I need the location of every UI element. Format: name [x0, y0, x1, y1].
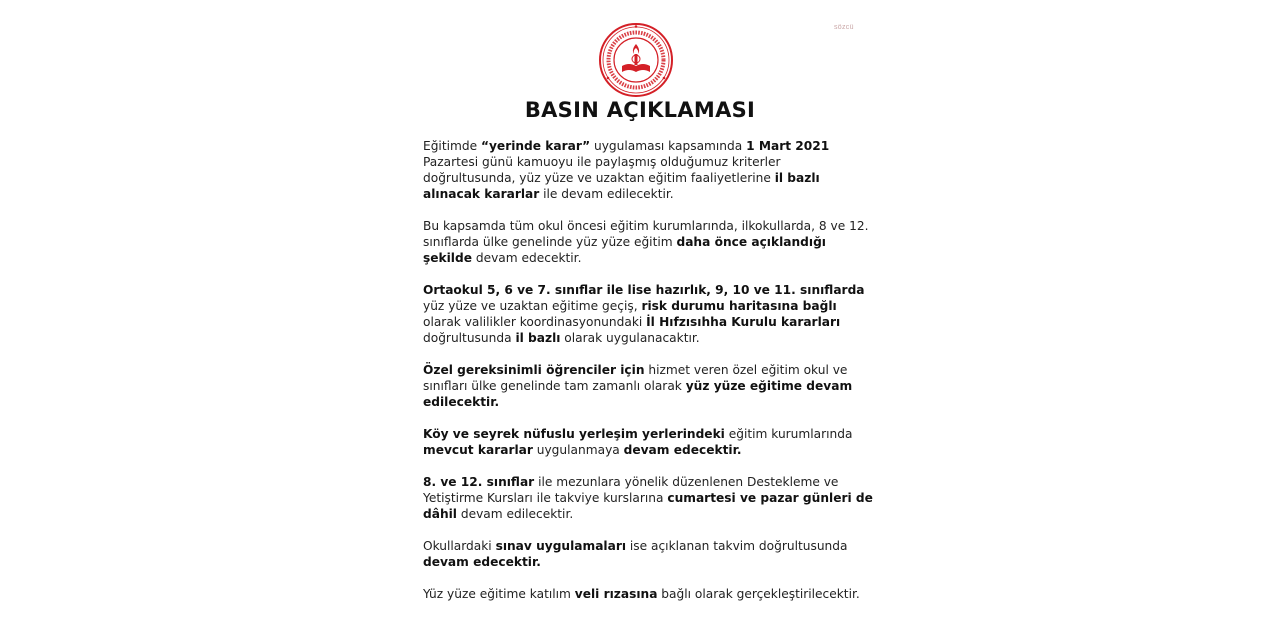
bold-text-run: mevcut kararlar: [423, 443, 533, 457]
bold-text-run: il bazlı alınacak kararlar: [423, 171, 820, 201]
bold-text-run: “yerinde karar”: [480, 139, 591, 153]
bold-text-run: veli rızasına: [574, 587, 658, 601]
bold-text-run: devam edecektir.: [423, 555, 541, 569]
text-run: uygulanmaya: [532, 443, 624, 457]
bold-text-run: Ortaokul 5, 6 ve 7. sınıflar ile lise hazırlık, 9, 10 ve 11. sınıflarda: [423, 283, 865, 297]
document-title: BASIN AÇIKLAMASI: [524, 98, 756, 122]
bold-text-run: Özel gereksinimli öğrenciler için: [423, 363, 645, 377]
bold-text-run: il bazlı: [515, 331, 561, 345]
paragraph: [423, 282, 873, 346]
text-run: Eğitimde: [423, 139, 481, 153]
bold-text-run: risk durumu haritasına bağlı: [641, 299, 837, 313]
ministry-seal-icon: [598, 22, 674, 98]
bold-text-run: yüz yüze eğitime devam edilecektir.: [423, 379, 853, 409]
text-run: olarak valilikler koordinasyonundaki: [423, 315, 647, 329]
text-run: olarak uygulanacaktır.: [560, 331, 700, 345]
text-run: doğrultusunda: [423, 331, 516, 345]
source-watermark: sözcü: [834, 24, 854, 31]
text-run: yüz yüze ve uzaktan eğitime geçiş,: [423, 299, 642, 313]
bold-text-run: Köy ve seyrek nüfuslu yerleşim yerlerindeki: [423, 427, 725, 441]
bold-text-run: 1 Mart 2021: [746, 139, 830, 153]
paragraph: [423, 218, 873, 266]
text-run: devam edilecektir.: [456, 507, 574, 521]
text-run: hizmet veren özel eğitim okul ve sınıfları ülke genelinde tam zamanlı olarak: [423, 363, 848, 393]
text-run: ile devam edilecektir.: [539, 187, 674, 201]
text-run: ise açıklanan takvim doğrultusunda: [626, 539, 848, 553]
bold-text-run: devam edecektir.: [623, 443, 742, 457]
text-run: uygulaması kapsamında: [590, 139, 747, 153]
bold-text-run: daha önce açıklandığı şekilde: [423, 235, 826, 265]
bold-text-run: sınav uygulamaları: [495, 539, 627, 553]
paragraph: [423, 538, 873, 570]
paragraph: [423, 138, 873, 202]
paragraph: [423, 474, 873, 522]
bold-text-run: İl Hıfzısıhha Kurulu kararları: [646, 315, 841, 329]
bold-text-run: 8. ve 12. sınıflar: [423, 475, 535, 489]
paragraph: [423, 586, 873, 602]
text-run: eğitim kurumlarında: [724, 427, 853, 441]
text-run: Bu kapsamda tüm okul öncesi eğitim kurumlarında, ilkokullarda, 8 ve 12. sınıflarda ülke genelinde yüz yüze eğitim: [423, 219, 869, 249]
document-body: [423, 138, 873, 618]
text-run: Okullardaki: [423, 539, 496, 553]
paragraph: [423, 426, 873, 458]
text-run: Yüz yüze eğitime katılım: [423, 587, 575, 601]
paragraph: [423, 362, 873, 410]
text-run: devam edecektir.: [471, 251, 582, 265]
text-run: ile mezunlara yönelik düzenlenen Destekleme ve Yetiştirme Kursları ile takviye kurslarına: [423, 475, 839, 505]
text-run: bağlı olarak gerçekleştirilecektir.: [657, 587, 860, 601]
bold-text-run: cumartesi ve pazar günleri de dâhil: [423, 491, 873, 521]
text-run: Pazartesi günü kamuoyu ile paylaşmış olduğumuz kriterler doğrultusunda, yüz yüze ve uzaktan eğitim faaliyetlerine: [423, 155, 781, 185]
